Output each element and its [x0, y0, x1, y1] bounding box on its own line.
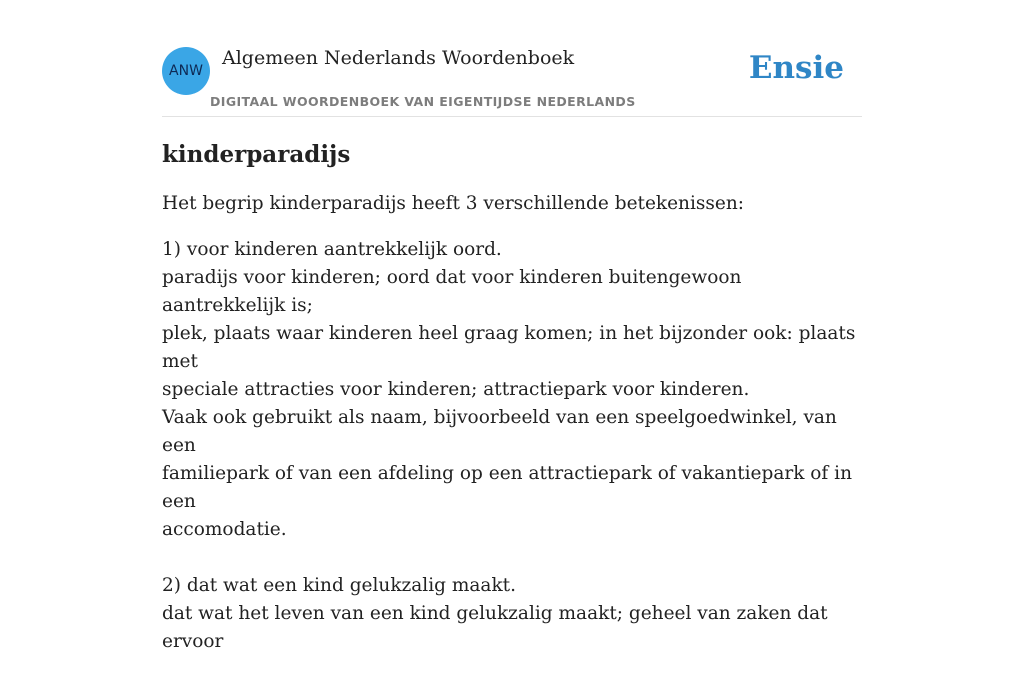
ensie-brand-link[interactable]: Ensie — [748, 50, 844, 86]
definition-sense-1 — [162, 236, 862, 544]
definition-list — [162, 236, 862, 656]
definition-line: 2) dat wat een kind gelukzalig maakt. — [162, 575, 516, 596]
definition-line: familiepark of van een afdeling op een attractiepark of vakantiepark of in een — [162, 463, 852, 512]
entry-intro: Het begrip kinderparadijs heeft 3 verschillende betekenissen: — [162, 193, 744, 214]
anw-logo[interactable]: ANW — [162, 47, 210, 95]
site-header — [162, 44, 862, 117]
definition-line: Vaak ook gebruikt als naam, bijvoorbeeld van een speelgoedwinkel, van een — [162, 407, 837, 456]
definition-line: 1) voor kinderen aantrekkelijk oord. — [162, 239, 502, 260]
definition-line: accomodatie. — [162, 519, 287, 540]
entry-content — [162, 138, 862, 684]
entry-headword: kinderparadijs — [162, 141, 351, 168]
site-title[interactable]: Algemeen Nederlands Woordenboek — [222, 47, 575, 69]
site-subtitle: DIGITAAL WOORDENBOEK VAN EIGENTIJDSE NEDERLANDS — [210, 94, 636, 109]
definition-line: speciale attracties voor kinderen; attractiepark voor kinderen. — [162, 379, 750, 400]
definition-line: paradijs voor kinderen; oord dat voor kinderen buitengewoon aantrekkelijk is; — [162, 267, 742, 316]
definition-sense-2 — [162, 572, 862, 656]
definition-line: dat wat het leven van een kind gelukzalig maakt; geheel van zaken dat ervoor — [162, 603, 828, 652]
definition-line: plek, plaats waar kinderen heel graag komen; in het bijzonder ook: plaats met — [162, 323, 856, 372]
